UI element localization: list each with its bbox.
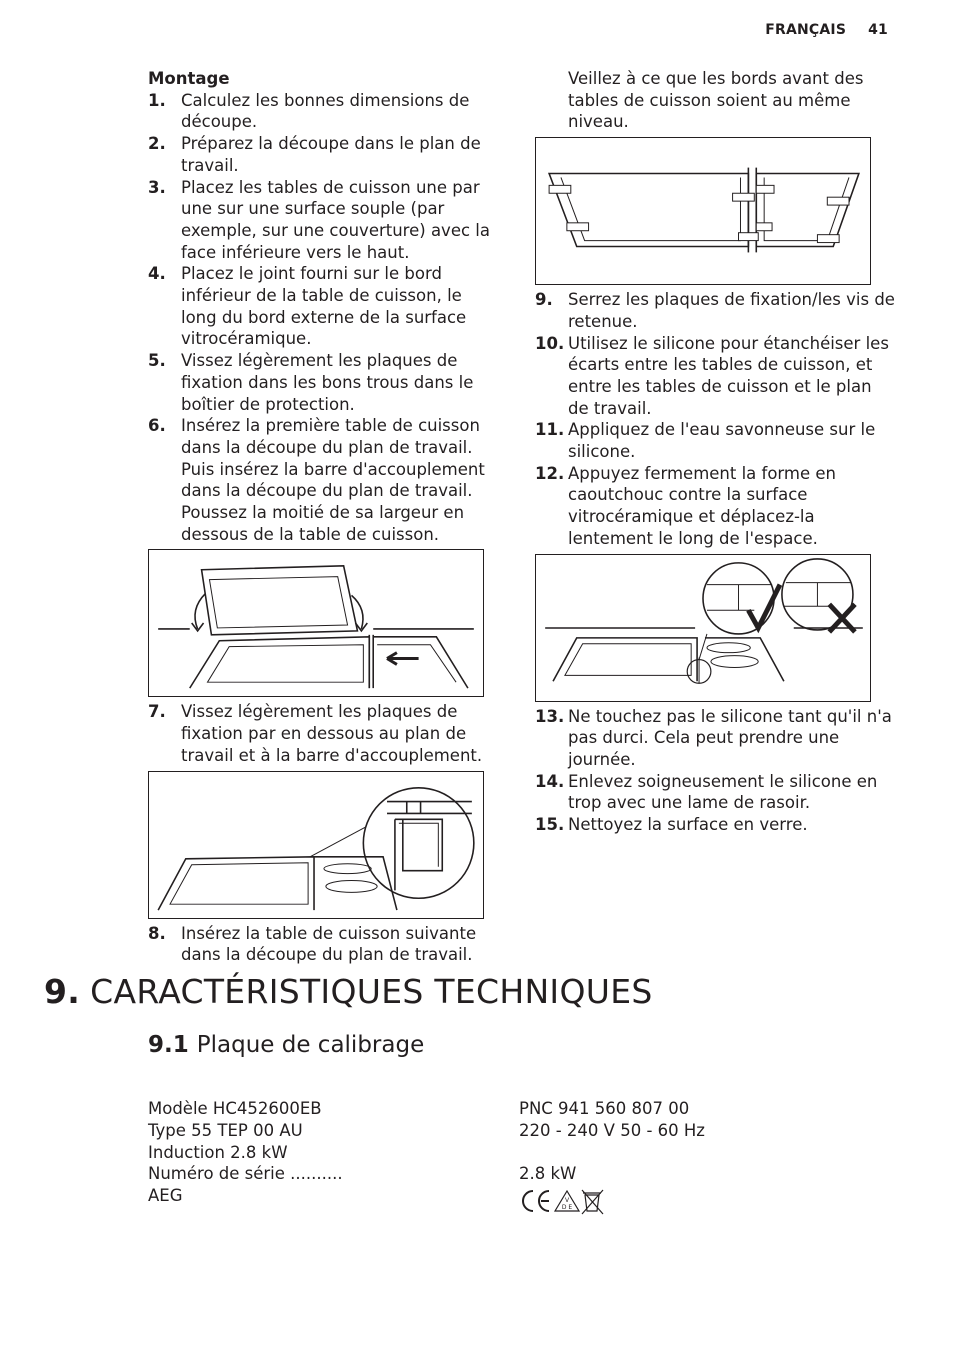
- plate-line: Modèle HC452600EB: [148, 1099, 322, 1118]
- step-number: 4.: [148, 264, 166, 284]
- montage-title: Montage: [148, 69, 230, 88]
- right-column: [535, 68, 895, 836]
- step-number: 15.: [535, 815, 565, 835]
- step-item: [535, 289, 895, 332]
- subsection-title: Plaque de calibrage: [196, 1032, 425, 1058]
- weee-crossed-bin-icon: [582, 1190, 603, 1214]
- step-number: 13.: [535, 706, 565, 726]
- steps-list-8: [148, 923, 498, 966]
- subsection-heading: [148, 1032, 424, 1058]
- section-heading: [44, 972, 653, 1011]
- step-text: Vissez légèrement les plaques de fixation par en dessous au plan de travail et à la barre d'accouplement.: [181, 702, 483, 765]
- subsection-number: 9.1: [148, 1032, 189, 1058]
- step-number: 2.: [148, 134, 166, 154]
- steps-list-13-15: [535, 706, 895, 836]
- plate-line: PNC 941 560 807 00: [519, 1099, 690, 1118]
- step-item: [148, 133, 498, 176]
- step-item: [148, 263, 498, 350]
- step-item: [148, 415, 498, 545]
- plate-line: AEG: [148, 1186, 183, 1206]
- page-number: 41: [868, 22, 888, 38]
- plate-line: Numéro de série ..........: [148, 1164, 343, 1184]
- step-text: Ne touchez pas le silicone tant qu'il n'a pas durci. Cela peut prendre une journée.: [568, 706, 892, 769]
- step-item: [148, 701, 498, 766]
- section-title: CARACTÉRISTIQUES TECHNIQUES: [90, 972, 653, 1011]
- step-number: 7.: [148, 702, 166, 722]
- step-text: Insérez la première table de cuisson dans la découpe du plan de travail. Puis insérez la barre d'accouplement dans la découpe du plan de travail. Poussez la moitié de sa largeur en dessous de la table de cuisson.: [181, 416, 485, 544]
- fixing-plates-detail-illustration: [148, 771, 484, 919]
- left-column: [148, 68, 498, 966]
- rating-plate-left: [148, 1098, 508, 1207]
- hob-alignment-illustration: [535, 137, 871, 285]
- step-item: [535, 814, 895, 836]
- step-text: Placez le joint fourni sur le bord inférieur de la table de cuisson, le long du bord externe de la surface vitrocéramique.: [181, 264, 467, 349]
- svg-text:D E: D E: [561, 1204, 573, 1212]
- step-text: Préparez la découpe dans le plan de travail.: [181, 134, 481, 175]
- plate-line: Type 55 TEP 00 AU: [148, 1120, 303, 1140]
- step-number: 8.: [148, 923, 166, 943]
- step-text: Placez les tables de cuisson une par une sur une surface souple (par exemple, sur une couverture) avec la face inférieure vers le haut.: [181, 177, 490, 262]
- step-number: 6.: [148, 416, 166, 436]
- steps-list-1-6: [148, 90, 498, 546]
- step-text: Calculez les bonnes dimensions de découpe.: [181, 90, 470, 132]
- step-text: Utilisez le silicone pour étanchéiser les écarts entre les tables de cuisson, et entre les tables de cuisson et le plan de travail.: [568, 333, 889, 418]
- section-number: 9.: [44, 972, 81, 1011]
- step-number: 3.: [148, 177, 166, 197]
- step-number: 12.: [535, 463, 565, 483]
- step-number: 11.: [535, 420, 565, 440]
- step-item: [535, 771, 895, 814]
- step-number: 14.: [535, 771, 565, 791]
- step-text: Vissez légèrement les plaques de fixation dans les bons trous dans le boîtier de protection.: [181, 351, 474, 414]
- steps-list-9-12: [535, 289, 895, 549]
- step-item: [535, 419, 895, 462]
- step-text: Insérez la table de cuisson suivante dans la découpe du plan de travail.: [181, 923, 477, 965]
- coupling-bar-insertion-illustration: [148, 549, 484, 697]
- step-text: Appliquez de l'eau savonneuse sur le silicone.: [568, 420, 876, 462]
- step-item: [148, 350, 498, 415]
- step-item: [148, 90, 498, 133]
- step-number: 9.: [535, 290, 553, 310]
- svg-text:V: V: [564, 1197, 570, 1205]
- plate-line: Induction 2.8 kW: [148, 1142, 288, 1162]
- step-item: [535, 463, 895, 550]
- step-item: [535, 333, 895, 420]
- step-number: 10.: [535, 333, 565, 353]
- silicone-seal-illustration: [535, 554, 871, 702]
- step-text: Serrez les plaques de fixation/les vis de retenue.: [568, 290, 895, 331]
- step-item: [148, 177, 498, 264]
- step-item: [148, 923, 498, 966]
- step-text: Nettoyez la surface en verre.: [568, 815, 808, 835]
- header-language: FRANÇAIS: [765, 22, 847, 38]
- step-number: 5.: [148, 351, 166, 371]
- vde-mark-icon: [555, 1191, 579, 1211]
- plate-line: 220 - 240 V 50 - 60 Hz: [519, 1120, 705, 1140]
- steps-list-7: [148, 701, 498, 766]
- certification-marks: [519, 1187, 609, 1215]
- step-text: Enlevez soigneusement le silicone en trop avec une lame de rasoir.: [568, 771, 878, 813]
- plate-line: [519, 1142, 879, 1164]
- plate-line: 2.8 kW: [519, 1164, 577, 1184]
- rating-plate-right: [519, 1098, 879, 1221]
- step-item: [535, 706, 895, 771]
- page-header: [765, 22, 888, 38]
- step-text: Appuyez fermement la forme en caoutchouc contre la surface vitrocéramique et déplacez-la lentement le long de l'espace.: [568, 463, 837, 548]
- alignment-note: Veillez à ce que les bords avant des tables de cuisson soient au même niveau.: [568, 69, 864, 132]
- step-number: 1.: [148, 90, 166, 110]
- ce-mark-icon: [523, 1191, 549, 1211]
